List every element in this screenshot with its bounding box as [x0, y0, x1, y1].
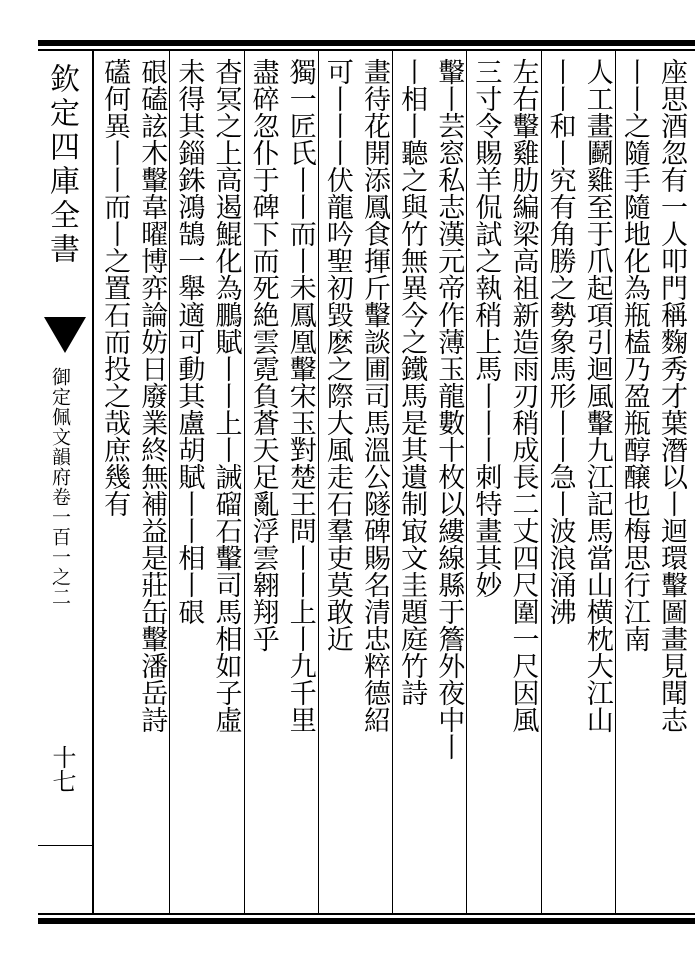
text-column: [356, 58, 393, 908]
bottom-border-inner: [38, 913, 695, 915]
text-column: [170, 58, 207, 908]
column-text: 人工畫鬬雞至于爪起項引迴風轚九江記馬當山横枕大江山: [581, 58, 613, 733]
text-column: [579, 58, 616, 908]
column-text: 未得其錙銖鴻鵠一舉適可動其盧胡賦丨丨相丨硍: [173, 58, 205, 625]
text-column: [393, 58, 430, 908]
text-column: [653, 58, 690, 908]
text-column: [467, 58, 504, 908]
column-text: 盡碎忽仆于碑下而死絶雲霓負蒼天足亂浮雲翱翔乎: [247, 58, 279, 652]
column-text: 座思酒忽有一人叩門稱麴秀才葉潛以丨迴環轚圖畫見聞志: [655, 58, 687, 733]
section-label: 御定佩文韻府卷一百一之二: [49, 367, 71, 607]
text-column: [282, 58, 319, 908]
column-text: 畫待花開添鳳食揮斤轚談圃司馬溫公隧碑賜名清忠粹德紹: [358, 58, 390, 733]
column-text: 丨丨和丨究有角勝之勢象馬形丨丨急丨波浪涌沸: [544, 58, 576, 625]
text-column: [96, 58, 133, 908]
column-text: 左右轚雞肋編梁高祖新造雨刃稍成長二丈四尺圍一尺因風: [507, 58, 539, 733]
text-column: [245, 58, 282, 908]
column-text: 丨相丨聽之與竹無異今之鐵馬是其遺制㝡文圭題庭竹詩: [396, 58, 428, 706]
column-text: 三寸令賜羊侃試之執稍上馬丨丨丨刺特畫其妙: [470, 58, 502, 598]
margin-tick: [38, 845, 92, 846]
book-title: 欽定四庫全書: [44, 63, 79, 267]
column-text: 丨丨之隨手隨地化為瓶榼乃盈瓶醇醸也梅思行江南: [618, 58, 650, 652]
text-column: [542, 58, 579, 908]
text-column: [504, 58, 541, 908]
column-text: 礚何異丨丨而丨之置石而投之哉庶幾有: [99, 58, 131, 517]
text-column: [207, 58, 244, 908]
top-border-inner: [38, 49, 695, 51]
text-column: [430, 58, 467, 908]
text-column: [319, 58, 356, 908]
text-column: [616, 58, 653, 908]
page-margin: [38, 55, 92, 915]
bottom-border: [38, 918, 695, 924]
text-column: [133, 58, 170, 908]
fish-tail-mark: [38, 313, 92, 359]
margin-divider: [92, 49, 94, 915]
column-text: 可丨丨丨伏龍吟聖初毀麽之際大風走石羣吏莫敢近: [321, 58, 353, 652]
column-text: 杳冥之上高遏鯤化為鵬賦丨丨上丨誡磂石轚司馬相如子虛: [210, 58, 242, 733]
column-text: 硍磕詃木轚韋曜博弈論妨日廢業終無補益是莊缶轚潘岳詩: [136, 58, 168, 733]
folio-number: 十七: [48, 745, 76, 793]
top-border: [38, 40, 695, 46]
column-text: 轚丨芸窓私志漢元帝作薄玉龍數十枚以縷線縣于簷外夜中丨: [433, 58, 465, 760]
column-text: 獨一匠氏丨丨而丨未鳳凰轚宋玉對楚王問丨丨上丨九千里: [284, 58, 316, 733]
